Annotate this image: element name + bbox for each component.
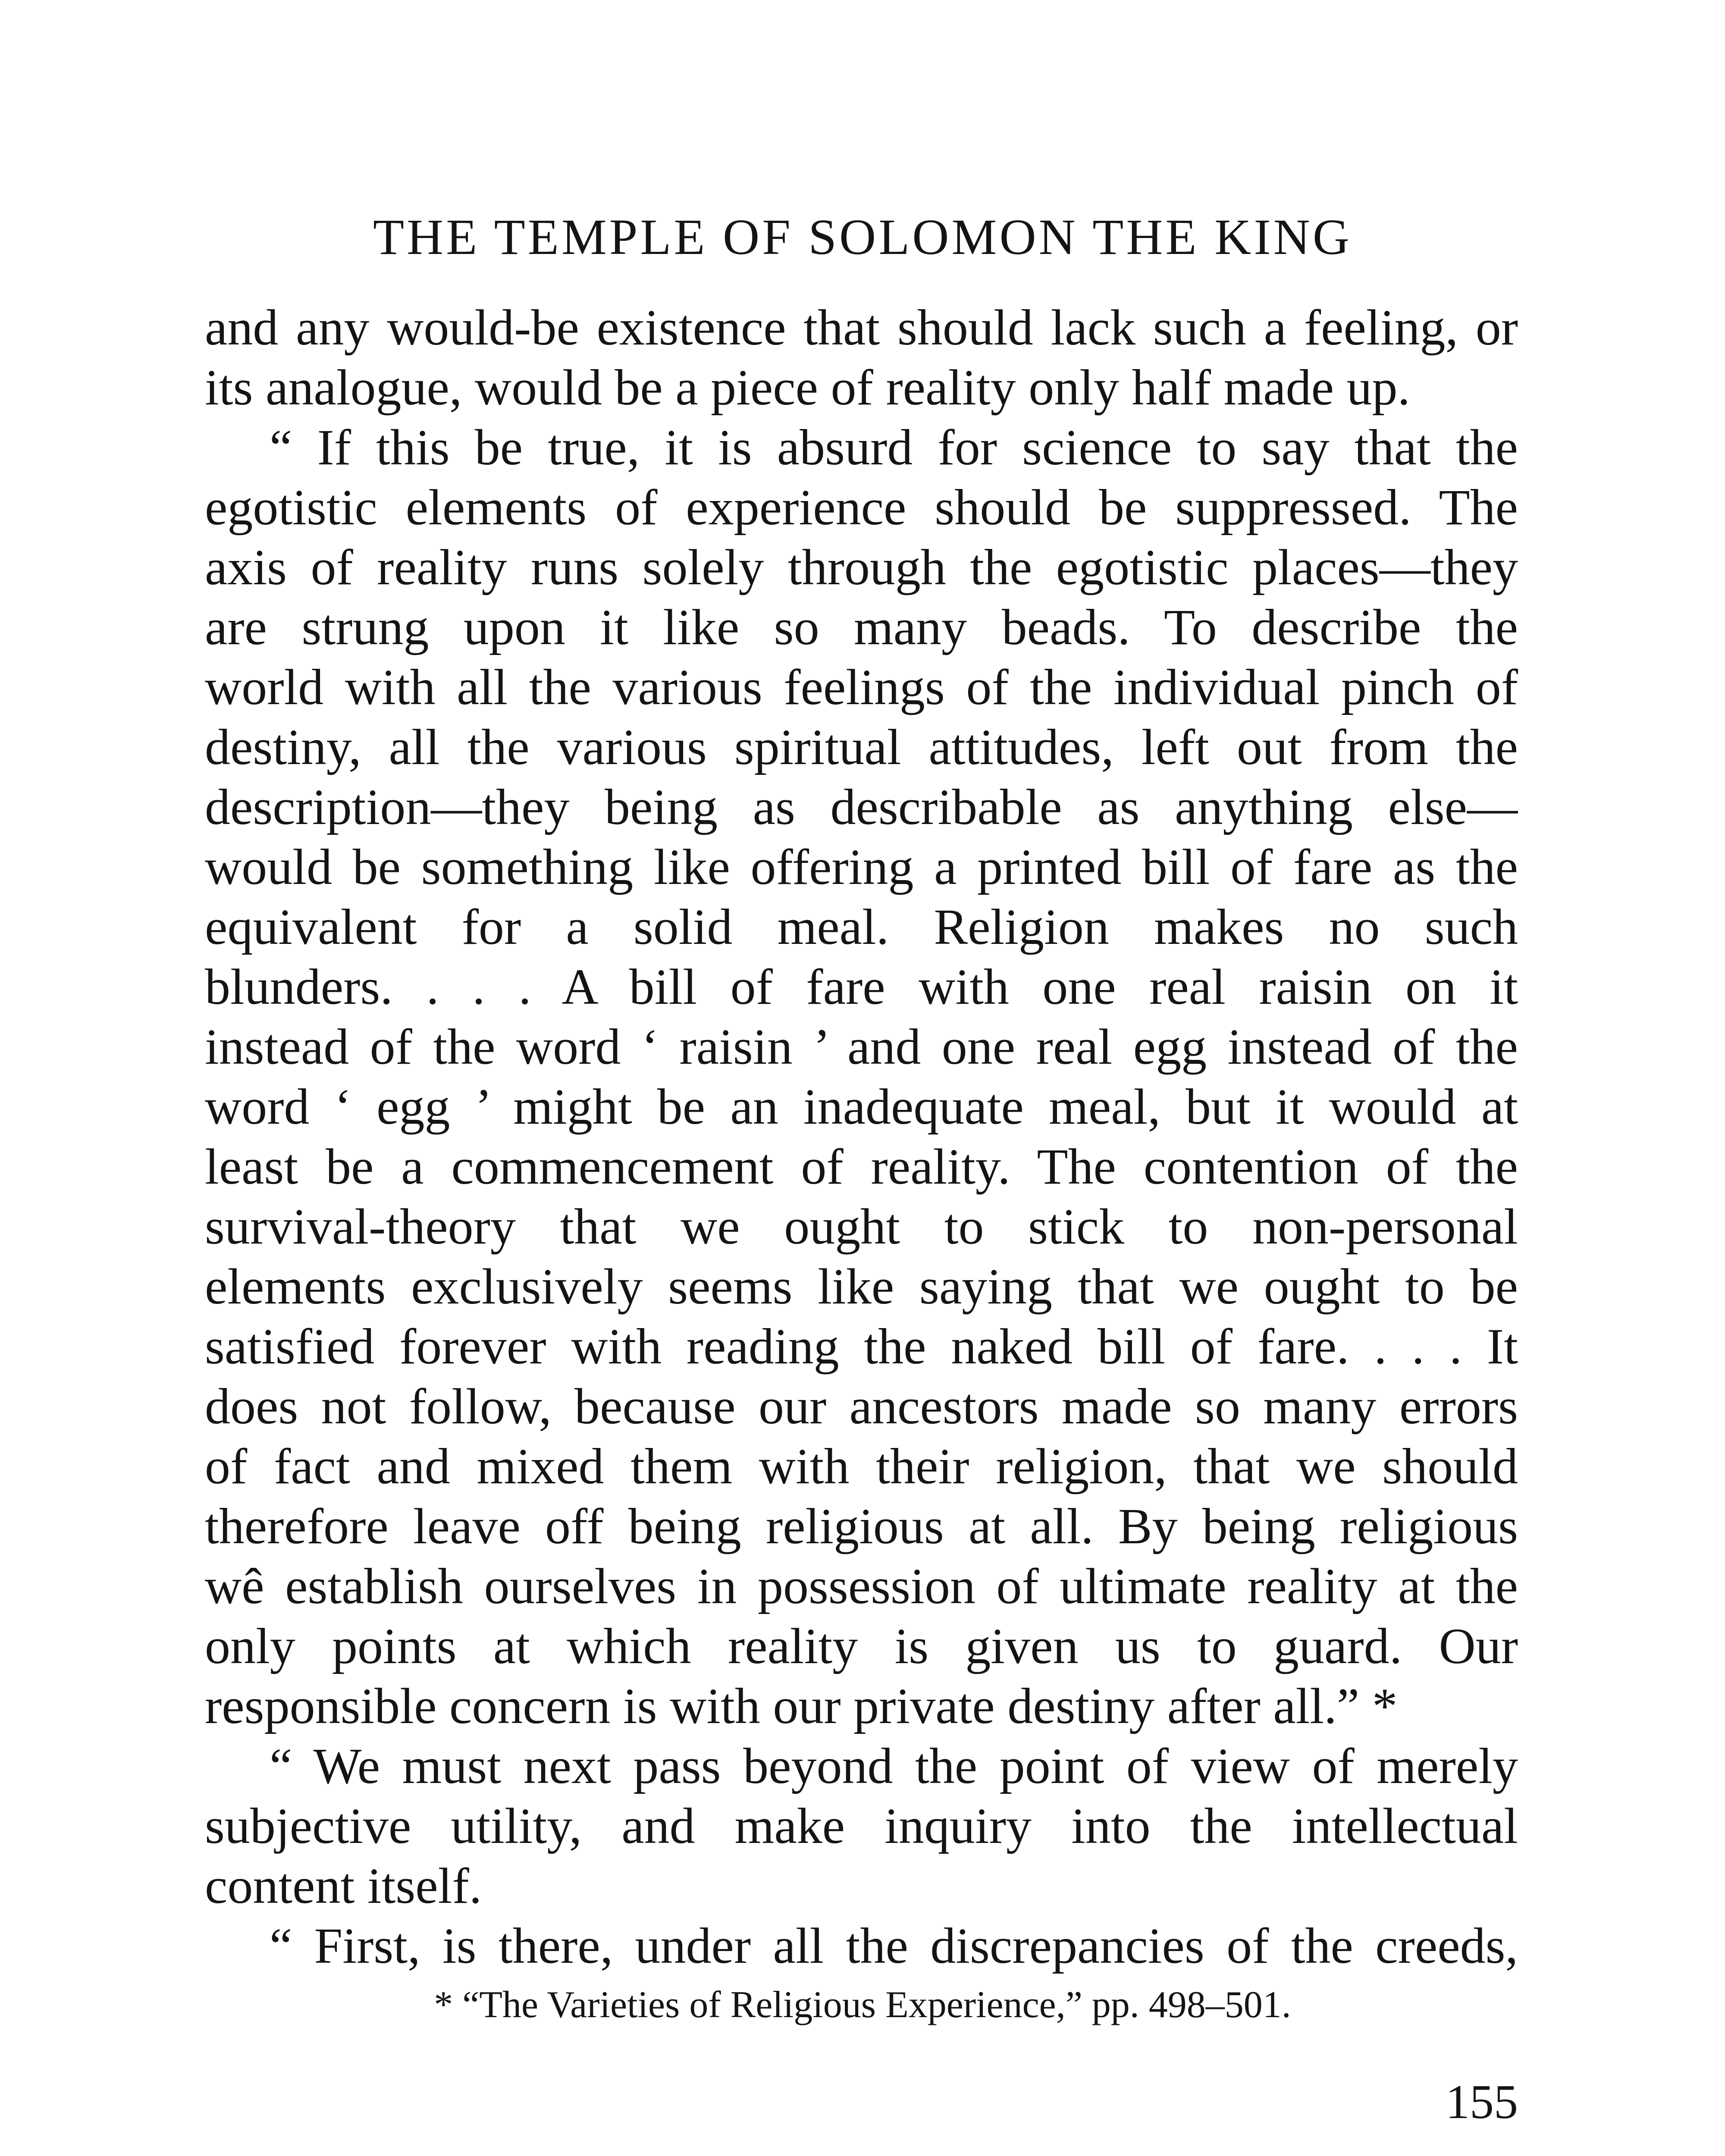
- text-line: equivalent for a solid meal. Religion makes no such: [205, 899, 1518, 955]
- text-line: “ If this be true, it is absurd for science to say that the: [270, 419, 1518, 476]
- text-line: therefore leave off being religious at all. By being religious: [205, 1498, 1518, 1554]
- text-line: least be a commencement of reality. The contention of the: [205, 1138, 1518, 1195]
- text-line: content itself.: [205, 1858, 482, 1914]
- text-line: axis of reality runs solely through the egotistic places—they: [205, 539, 1518, 595]
- text-line: elements exclusively seems like saying that we ought to be: [205, 1258, 1518, 1315]
- body-text: [205, 298, 1518, 1976]
- text-line: only points at which reality is given us to guard. Our: [205, 1618, 1518, 1674]
- text-line: blunders. . . . A bill of fare with one real raisin on it: [205, 959, 1518, 1015]
- text-line: and any would-be existence that should lack such a feeling, or: [205, 299, 1518, 356]
- text-line: “ We must next pass beyond the point of view of merely: [270, 1738, 1518, 1794]
- text-line: are strung upon it like so many beads. To describe the: [205, 599, 1518, 655]
- running-head: THE TEMPLE OF SOLOMON THE KING: [373, 209, 1352, 265]
- text-line: its analogue, would be a piece of reality only half made up.: [205, 359, 1411, 416]
- text-line: does not follow, because our ancestors made so many errors: [205, 1378, 1518, 1435]
- text-line: of fact and mixed them with their religion, that we should: [205, 1438, 1518, 1495]
- text-line: description—they being as describable as anything else—: [205, 779, 1518, 835]
- text-line: wê establish ourselves in possession of ultimate reality at the: [205, 1558, 1518, 1614]
- text-line: destiny, all the various spiritual attitudes, left out from the: [205, 719, 1518, 775]
- footnote: * “The Varieties of Religious Experience,” pp. 498–501.: [434, 1984, 1291, 2026]
- text-line: subjective utility, and make inquiry into the intellectual: [205, 1798, 1518, 1854]
- text-line: world with all the various feelings of the individual pinch of: [205, 659, 1518, 715]
- text-line: instead of the word ‘ raisin ’ and one real egg instead of the: [205, 1018, 1518, 1075]
- page-number: 155: [1446, 2075, 1518, 2129]
- text-line: responsible concern is with our private destiny after all.” *: [205, 1678, 1398, 1734]
- text-line: survival-theory that we ought to stick to non-personal: [205, 1198, 1518, 1255]
- text-line: satisfied forever with reading the naked bill of fare. . . . It: [205, 1318, 1518, 1375]
- text-line: word ‘ egg ’ might be an inadequate meal, but it would at: [205, 1078, 1518, 1135]
- text-line: egotistic elements of experience should be suppressed. The: [205, 479, 1518, 536]
- text-line: “ First, is there, under all the discrepancies of the creeds,: [270, 1918, 1518, 1974]
- text-line: would be something like offering a printed bill of fare as the: [205, 839, 1518, 895]
